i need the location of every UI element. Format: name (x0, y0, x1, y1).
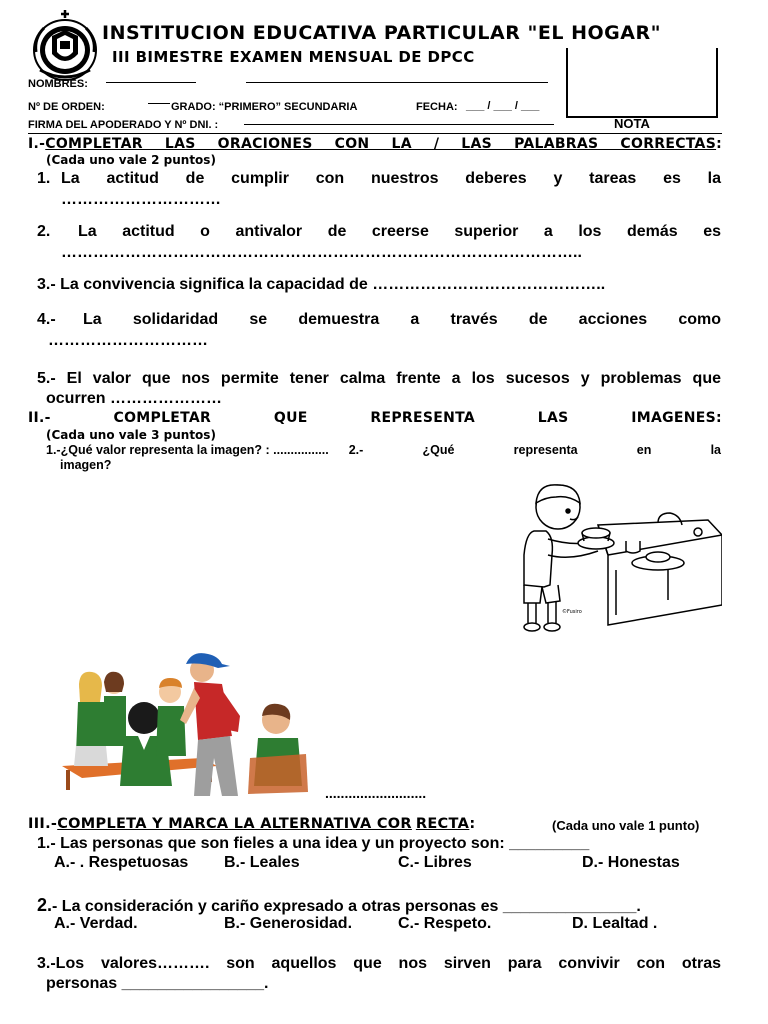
question-3-1-options (54, 854, 714, 872)
option-b[interactable]: B.- Generosidad. (224, 915, 353, 932)
question-text: - La consideración y cariño expresado a otras personas es _______________. (52, 898, 641, 915)
question-1-5-blank[interactable]: ocurren ………………… (46, 390, 223, 407)
header-divider (28, 133, 722, 134)
question-number: 2. (37, 895, 53, 915)
school-crest-logo (30, 8, 100, 82)
boy-washing-dishes-image (508, 475, 722, 640)
section-2-word: IMAGENES: (631, 410, 722, 426)
option-a[interactable]: A.- . Respetuosas (54, 854, 189, 871)
question-1-4 (37, 311, 721, 329)
option-a[interactable]: A.- Verdad. (54, 915, 138, 932)
section-2-number: II.- (28, 410, 51, 426)
question-3-1: 1.- Las personas que son fieles a una idea y un proyecto son: _________ (37, 835, 590, 852)
question-text: La actitud de cumplir con nuestros deberes y tareas es la (61, 170, 721, 187)
grade-level-label: GRADO: “PRIMERO” SECUNDARIA (171, 101, 358, 113)
question-number: 1. (37, 170, 51, 187)
question-3-2 (37, 895, 641, 916)
students-group-image (62, 646, 320, 796)
order-number-label: Nº DE ORDEN: (28, 101, 105, 113)
section-2-word: LAS (537, 410, 569, 426)
order-number-field[interactable] (148, 103, 170, 104)
question-text: La solidaridad se demuestra a través de acciones como (83, 311, 721, 328)
names-field-2[interactable] (246, 82, 548, 83)
question-1-1 (37, 170, 721, 188)
section-3-heading (28, 816, 475, 832)
names-field-1[interactable] (106, 82, 196, 83)
question-1-4-blank[interactable]: ………………………… (48, 332, 208, 349)
question-1-5: 5.- El valor que nos permite tener calma frente a los sucesos y problemas que (37, 370, 721, 387)
section-2-heading (28, 410, 722, 426)
section-2-note: (Cada uno vale 3 puntos) (46, 428, 216, 442)
date-field[interactable]: ___ / ___ / ___ (466, 100, 540, 112)
section-1-heading (28, 136, 722, 152)
section-2-word: COMPLETAR (113, 410, 212, 426)
section-1-colon: : (716, 136, 722, 152)
school-name: INSTITUCION EDUCATIVA PARTICULAR "EL HOGAR" (102, 22, 661, 44)
section-3-title-end: RECTA (415, 816, 470, 832)
option-c[interactable]: C.- Respeto. (398, 915, 492, 932)
question-number: 4.- (37, 311, 56, 328)
exam-title: III BIMESTRE EXAMEN MENSUAL DE DPCC (112, 48, 475, 66)
guardian-signature-field[interactable] (244, 124, 554, 125)
section-3-number: III.- (28, 816, 58, 832)
question-1-3: 3.- La convivencia significa la capacidad de …………………………………….. (37, 276, 606, 293)
date-label: FECHA: (416, 101, 458, 113)
section-3-note: (Cada uno vale 1 punto) (552, 818, 700, 833)
question-2-1: 1.-¿Qué valor representa la imagen? : ................ (46, 443, 329, 457)
grade-label: NOTA (614, 116, 650, 131)
image-watermark: ©Fusiro (562, 609, 582, 615)
section-2-answer-blank[interactable]: .......................... (325, 785, 427, 801)
option-c[interactable]: C.- Libres (398, 854, 472, 871)
section-1-number: I.- (28, 136, 46, 152)
question-number: 2. (37, 223, 51, 240)
section-3-title: COMPLETA Y MARCA LA ALTERNATIVA COR (57, 816, 412, 832)
question-text: La actitud o antivalor de creerse superior a los demás es (78, 223, 721, 240)
question-1-1-blank[interactable]: ………………………… (61, 191, 221, 208)
question-1-2-blank[interactable]: …………………………………………………………………………………….. (61, 244, 582, 261)
option-d[interactable]: D. Lealtad . (572, 915, 658, 932)
option-b[interactable]: B.- Leales (224, 854, 300, 871)
option-d[interactable]: D.- Honestas (582, 854, 680, 871)
section-2-word: REPRESENTA (370, 410, 475, 426)
section-3-colon: : (469, 816, 476, 832)
guardian-signature-label: FIRMA DEL APODERADO Y Nº DNI. : (28, 119, 219, 131)
section-2-word: QUE (273, 410, 308, 426)
grade-box[interactable] (566, 48, 718, 118)
section-1-note: (Cada uno vale 2 puntos) (46, 153, 216, 167)
question-3-2-options (54, 915, 714, 933)
question-1-2 (37, 223, 721, 241)
question-3-3: 3.-Los valores………. son aquellos que nos sirven para convivir con otras (37, 955, 721, 972)
question-3-3-blank[interactable]: personas ________________. (46, 975, 269, 992)
section-1-title: COMPLETAR LAS ORACIONES CON LA / LAS PALABRAS CORRECTAS (45, 136, 717, 152)
section-2-questions (46, 443, 721, 457)
question-2-2-continuation: imagen? (60, 458, 112, 472)
names-label: NOMBRES: (28, 78, 88, 90)
question-2-2: 2.- ¿Qué representa en la (348, 443, 721, 457)
